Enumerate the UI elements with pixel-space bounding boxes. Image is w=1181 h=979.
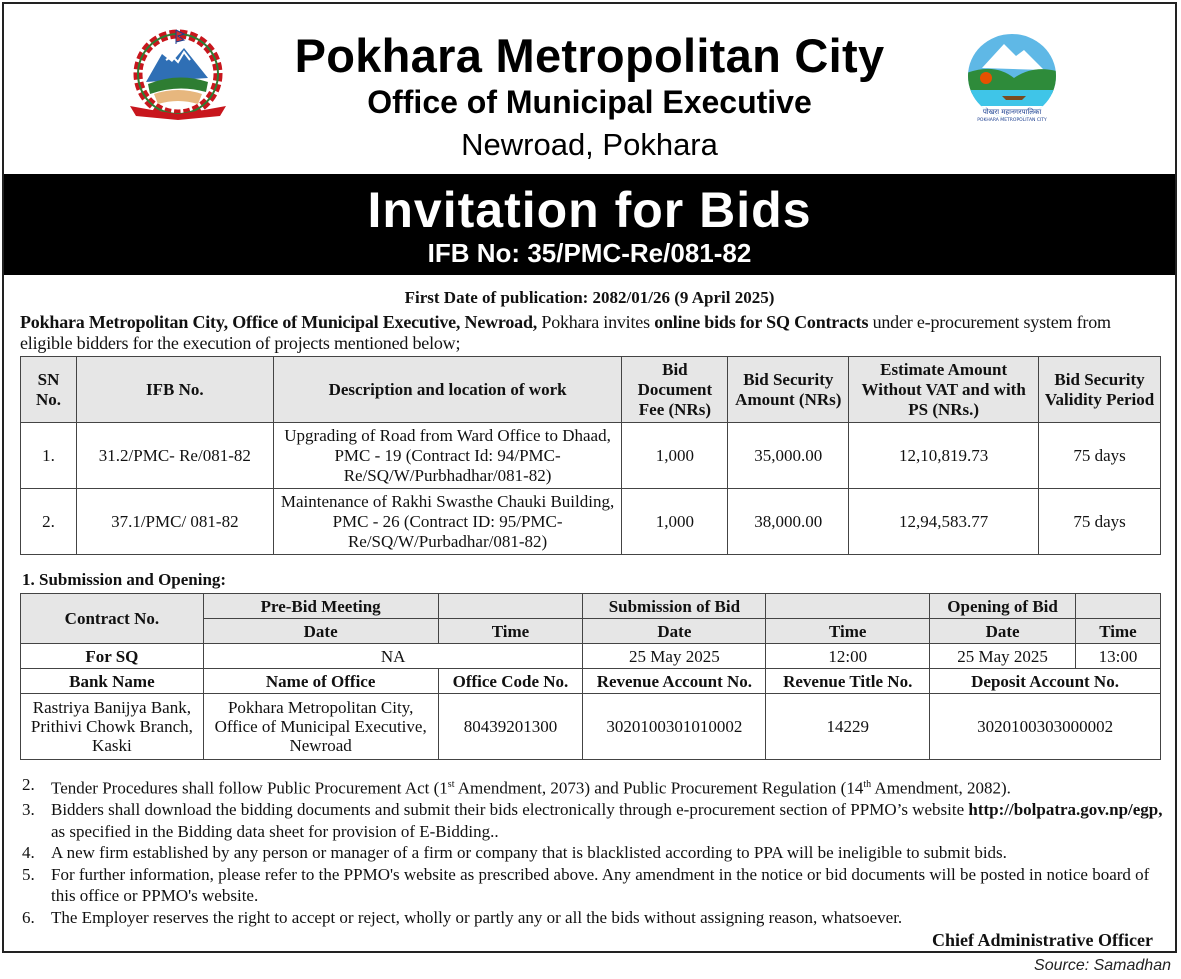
- table-row: [21, 489, 1161, 555]
- col-doc-fee: Bid Document Fee (NRs): [622, 357, 728, 423]
- note-number: 5.: [22, 864, 35, 884]
- publication-date: First Date of publication: 2082/01/26 (9 April 2025): [404, 288, 775, 307]
- cell-office-code: 80439201300: [438, 694, 583, 760]
- office-address: Newroad, Pokhara: [461, 127, 718, 162]
- col-office-name: Name of Office: [203, 669, 438, 694]
- col-revenue-title: Revenue Title No.: [766, 669, 930, 694]
- col-sn: SN No.: [21, 357, 77, 423]
- projects-table: [20, 356, 1161, 555]
- col-submission: Submission of Bid: [583, 594, 766, 619]
- col-pre-bid: Pre-Bid Meeting: [203, 594, 438, 619]
- col-empty: [766, 594, 930, 619]
- col-deposit-account: Deposit Account No.: [930, 669, 1161, 694]
- col-time: Time: [438, 619, 583, 644]
- cell-revenue-title: 14229: [766, 694, 930, 760]
- note-item: [22, 864, 1172, 907]
- col-office-code: Office Code No.: [438, 669, 583, 694]
- cell-ifb-no: 37.1/PMC/ 081-82: [76, 489, 273, 555]
- org-name: Pokhara Metropolitan City: [294, 29, 885, 82]
- cell-open-date: 25 May 2025: [930, 644, 1076, 669]
- note-number: 2.: [22, 775, 35, 794]
- cell-pre-bid: NA: [203, 644, 583, 669]
- svg-text:POKHARA METROPOLITAN CITY: POKHARA METROPOLITAN CITY: [977, 118, 1047, 123]
- col-bank-name: Bank Name: [21, 669, 204, 694]
- cell-bank-name: Rastriya Banijya Bank, Prithivi Chowk Branch, Kaski: [21, 694, 204, 760]
- cell-open-time: 13:00: [1076, 644, 1161, 669]
- note-text: A new firm established by any person or manager of a firm or company that is blacklisted according to PPA will be ineligible to submit bids.: [51, 843, 1007, 863]
- cell-sub-date: 25 May 2025: [583, 644, 766, 669]
- notes-list: [22, 774, 1172, 928]
- col-estimate: Estimate Amount Without VAT and with PS (NRs.): [849, 357, 1039, 423]
- col-time: Time: [766, 619, 930, 644]
- table-header-row: [21, 357, 1161, 423]
- cell-deposit-account: 3020100303000002: [930, 694, 1161, 760]
- intro-bid-type: online bids for SQ Contracts: [654, 312, 869, 332]
- table-row: [21, 669, 1161, 694]
- submission-table: [20, 593, 1161, 760]
- note-item: [22, 842, 1172, 864]
- intro-text: Pokhara invites: [537, 312, 655, 332]
- ifb-number: IFB No: 35/PMC-Re/081-82: [427, 238, 752, 268]
- col-ifb-no: IFB No.: [76, 357, 273, 423]
- cell-ifb-no: 31.2/PMC- Re/081-82: [76, 423, 273, 489]
- cell-bid-security: 35,000.00: [728, 423, 849, 489]
- cell-bid-security: 38,000.00: [728, 489, 849, 555]
- col-description: Description and location of work: [273, 357, 622, 423]
- header: [4, 4, 1175, 174]
- col-contract-no: Contract No.: [21, 594, 204, 644]
- col-date: Date: [583, 619, 766, 644]
- note-item: [22, 774, 1172, 799]
- note-number: 6.: [22, 907, 35, 927]
- note-number: 3.: [22, 800, 35, 820]
- cell-description: Maintenance of Rakhi Swasthe Chauki Building, PMC - 26 (Contract ID: 95/PMC-Re/SQ/W/Purbadhar/081-82): [273, 489, 622, 555]
- cell-revenue-account: 3020100301010002: [583, 694, 766, 760]
- col-revenue-account: Revenue Account No.: [583, 669, 766, 694]
- table-row: [21, 644, 1161, 669]
- col-time: Time: [1076, 619, 1161, 644]
- cell-sn: 1.: [21, 423, 77, 489]
- col-bid-security: Bid Security Amount (NRs): [728, 357, 849, 423]
- signoff: Chief Administrative Officer: [932, 930, 1153, 950]
- title-banner: [4, 174, 1175, 275]
- col-empty: [1076, 594, 1161, 619]
- cell-office-name: Pokhara Metropolitan City, Office of Municipal Executive, Newroad: [203, 694, 438, 760]
- note-item: [22, 799, 1172, 842]
- cell-estimate: 12,94,583.77: [849, 489, 1039, 555]
- intro-paragraph: [20, 312, 1165, 354]
- cell-contract-label: For SQ: [21, 644, 204, 669]
- col-date: Date: [930, 619, 1076, 644]
- note-text: Bidders shall download the bidding documents and submit their bids electronically through e-procurement section of PPMO’s website http://bolpatra.gov.np/egp, as specified in the Bidding data sheet for provision of E-Bidding..: [51, 800, 1163, 841]
- cell-sn: 2.: [21, 489, 77, 555]
- col-opening: Opening of Bid: [930, 594, 1076, 619]
- svg-text:पोखरा महानगरपालिका: पोखरा महानगरपालिका: [982, 108, 1042, 116]
- egp-link[interactable]: http://bolpatra.gov.np/egp,: [968, 800, 1163, 820]
- office-name: Office of Municipal Executive: [367, 84, 812, 120]
- section-title: 1. Submission and Opening:: [22, 570, 227, 589]
- source-credit: Source: Samadhan: [1034, 957, 1171, 974]
- note-item: [22, 907, 1172, 929]
- table-row: [21, 694, 1161, 760]
- col-validity: Bid Security Validity Period: [1039, 357, 1161, 423]
- note-text: The Employer reserves the right to accept or reject, wholly or partly any or all the bids without assigning reason, whatsoever.: [51, 907, 903, 927]
- cell-validity: 75 days: [1039, 489, 1161, 555]
- cell-doc-fee: 1,000: [622, 423, 728, 489]
- cell-sub-time: 12:00: [766, 644, 930, 669]
- notice-title: Invitation for Bids: [367, 182, 812, 238]
- note-text: For further information, please refer to the PPMO's website as prescribed above. Any amendment in the notice or bid documents will be posted in notice board of this office or PPMO's website.: [51, 864, 1150, 906]
- cell-doc-fee: 1,000: [622, 489, 728, 555]
- pmc-logo-icon: [964, 34, 1060, 124]
- col-empty: [438, 594, 583, 619]
- notice-frame: [2, 2, 1177, 953]
- col-date: Date: [203, 619, 438, 644]
- cell-estimate: 12,10,819.73: [849, 423, 1039, 489]
- intro-text: under e-procurement system from eligible bidders for the execution of projects mentioned below;: [20, 312, 1111, 353]
- table-row: [21, 423, 1161, 489]
- cell-validity: 75 days: [1039, 423, 1161, 489]
- intro-org: Pokhara Metropolitan City, Office of Municipal Executive, Newroad,: [20, 312, 538, 332]
- table-header-row: [21, 594, 1161, 619]
- cell-description: Upgrading of Road from Ward Office to Dhaad, PMC - 19 (Contract Id: 94/PMC-Re/SQ/W/Purbhadhar/081-82): [273, 423, 622, 489]
- note-number: 4.: [22, 843, 35, 863]
- note-text: Tender Procedures shall follow Public Procurement Act (1st Amendment, 2073) and Public Procurement Regulation (14th Amendment, 2082).: [51, 778, 1011, 798]
